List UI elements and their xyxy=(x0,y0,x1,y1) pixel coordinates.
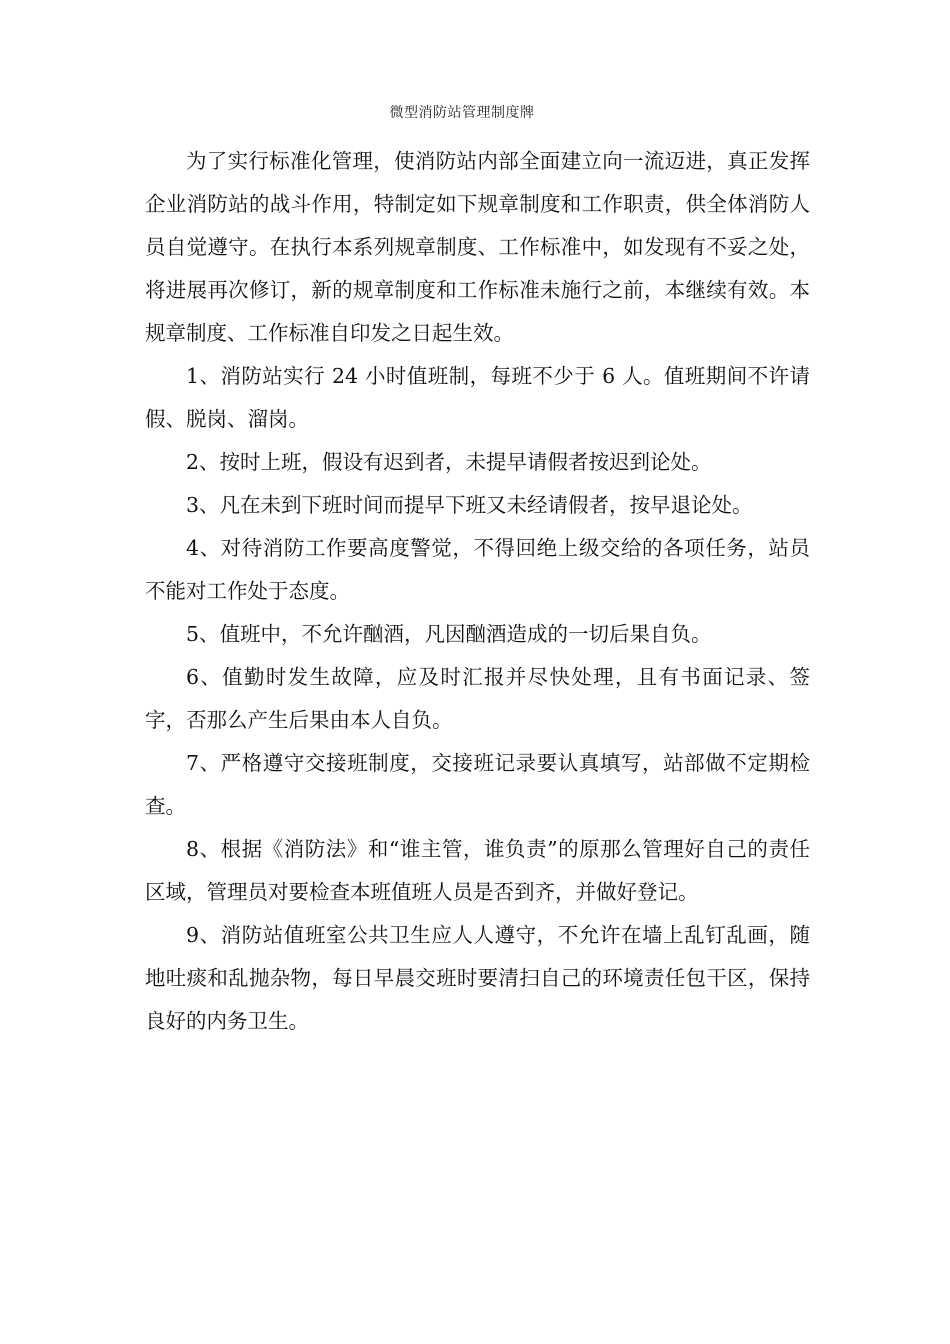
document-title: 微型消防站管理制度牌 xyxy=(389,105,535,121)
rule-paragraph-8: 8、根据《消防法》和“谁主管，谁负责”的原那么管理好自己的责任区域，管理员对要检查本班值班人员是否到齐，并做好登记。 xyxy=(145,837,810,904)
rule-paragraph-9: 9、消防站值班室公共卫生应人人遵守，不允许在墙上乱钉乱画，随地吐痰和乱抛杂物，每日早晨交班时要清扫自己的环境责任包干区，保持良好的内务卫生。 xyxy=(145,923,810,1033)
rule-paragraph-1: 1、消防站实行 24 小时值班制，每班不少于 6 人。值班期间不许请假、脱岗、溜岗。 xyxy=(145,364,810,431)
rule-paragraph-6: 6、值勤时发生故障，应及时汇报并尽快处理，且有书面记录、签字，否那么产生后果由本人自负。 xyxy=(145,665,810,732)
rule-paragraph-5: 5、值班中，不允许酗酒，凡因酗酒造成的一切后果自负。 xyxy=(186,622,712,646)
intro-paragraph: 为了实行标准化管理，使消防站内部全面建立向一流迈进，真正发挥企业消防站的战斗作用，特制定如下规章制度和工作职责，供全体消防人员自觉遵守。在执行本系列规章制度、工作标准中，如发现有不妥之处，将进展再次修订，新的规章制度和工作标准未施行之前，本继续有效。本规章制度、工作标准自印发之日起生效。 xyxy=(145,149,810,345)
rule-paragraph-2: 2、按时上班，假设有迟到者，未提早请假者按迟到论处。 xyxy=(186,450,712,474)
document-body xyxy=(145,140,810,1043)
rule-paragraph-3: 3、凡在未到下班时间而提早下班又未经请假者，按早退论处。 xyxy=(186,493,753,517)
rule-paragraph-4: 4、对待消防工作要高度警觉，不得回绝上级交给的各项任务，站员不能对工作处于态度。 xyxy=(145,536,810,603)
rule-paragraph-7: 7、严格遵守交接班制度，交接班记录要认真填写，站部做不定期检查。 xyxy=(145,751,810,818)
